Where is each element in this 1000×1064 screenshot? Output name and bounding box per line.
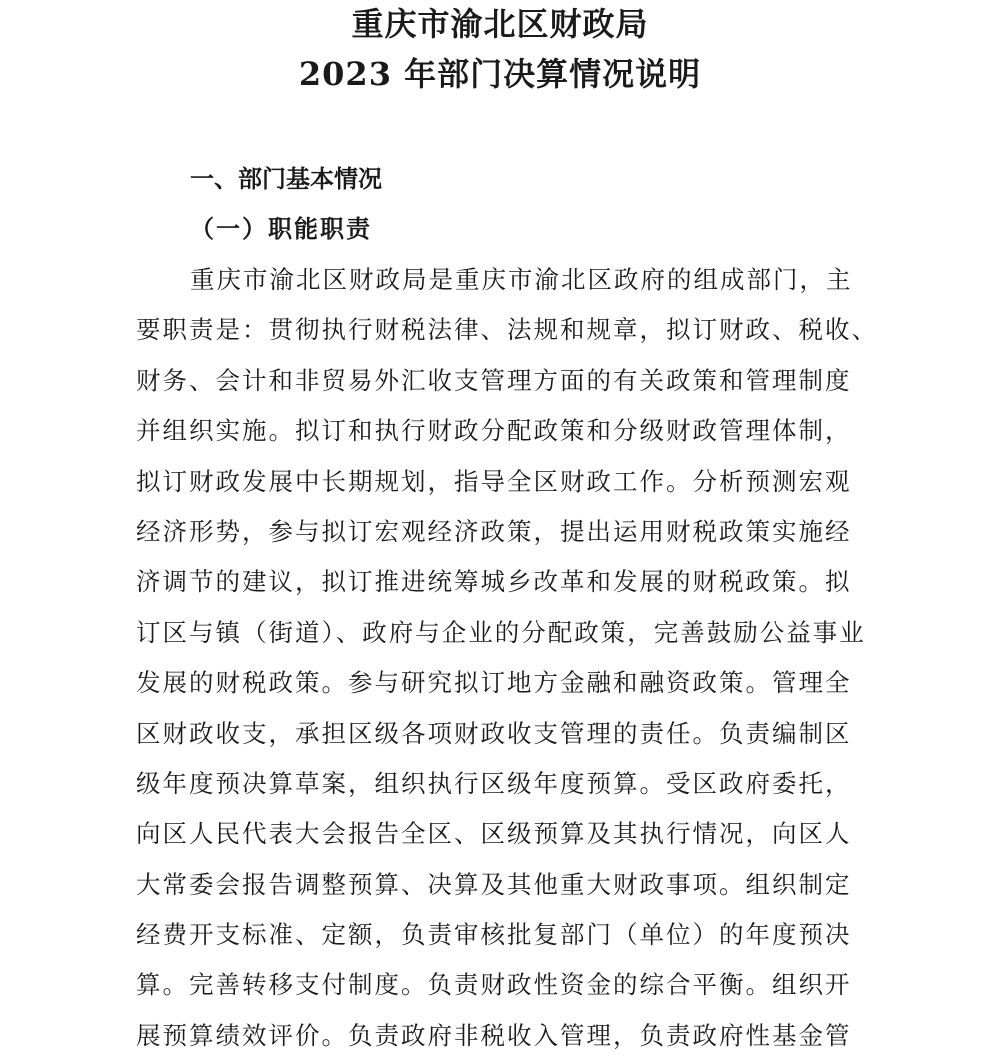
document-title-line-2: 2023 年部门决算情况说明 <box>298 55 702 93</box>
paragraph-line: 要职责是：贯彻执行财税法律、法规和规章，拟订财政、税收、 <box>136 315 878 345</box>
section-heading-basic-info: 一、部门基本情况 <box>190 165 382 193</box>
paragraph-line: 经济形势，参与拟订宏观经济政策，提出运用财税政策实施经 <box>136 516 852 546</box>
paragraph-line: 向区人民代表大会报告全区、区级预算及其执行情况，向区人 <box>136 819 852 849</box>
paragraph-line: 济调节的建议，拟订推进统筹城乡改革和发展的财税政策。拟 <box>136 567 852 597</box>
paragraph-line: 经费开支标准、定额，负责审核批复部门（单位）的年度预决 <box>136 920 852 950</box>
paragraph-line: 展预算绩效评价。负责政府非税收入管理，负责政府性基金管 <box>136 1020 852 1050</box>
functions-paragraph <box>136 258 896 1064</box>
paragraph-line: 算。完善转移支付制度。负责财政性资金的综合平衡。组织开 <box>136 970 852 1000</box>
document-title-line-1: 重庆市渝北区财政局 <box>351 5 649 43</box>
paragraph-line: 拟订财政发展中长期规划，指导全区财政工作。分析预测宏观 <box>136 466 852 496</box>
paragraph-line: 并组织实施。拟订和执行财政分配政策和分级财政管理体制， <box>136 416 852 446</box>
paragraph-line: 财务、会计和非贸易外汇收支管理方面的有关政策和管理制度 <box>136 365 852 395</box>
paragraph-line: 级年度预决算草案，组织执行区级年度预算。受区政府委托， <box>136 768 852 798</box>
paragraph-line: 发展的财税政策。参与研究拟订地方金融和融资政策。管理全 <box>136 668 852 698</box>
paragraph-line: 区财政收支，承担区级各项财政收支管理的责任。负责编制区 <box>136 718 852 748</box>
subsection-heading-functions: （一）职能职责 <box>190 214 372 243</box>
paragraph-line: 订区与镇（街道）、政府与企业的分配政策，完善鼓励公益事业 <box>136 617 866 647</box>
paragraph-line: 重庆市渝北区财政局是重庆市渝北区政府的组成部门，主 <box>190 265 853 294</box>
paragraph-line: 大常委会报告调整预算、决算及其他重大财政事项。组织制定 <box>136 869 852 899</box>
